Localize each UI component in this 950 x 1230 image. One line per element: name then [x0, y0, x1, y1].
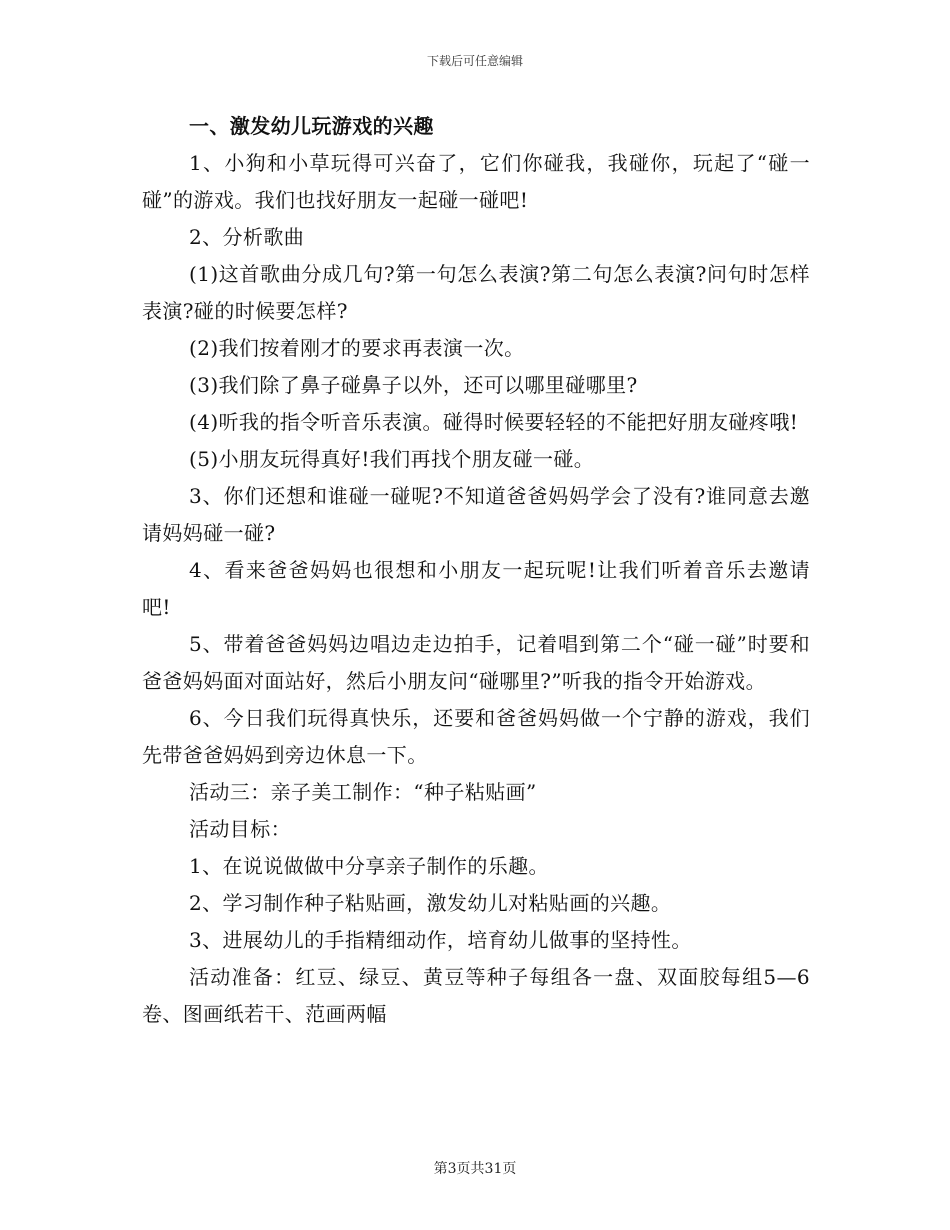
paragraph-step-1: 1、小狗和小草玩得可兴奋了，它们你碰我，我碰你，玩起了“碰一碰”的游戏。我们也找好朋友一起碰一碰吧! [142, 151, 810, 212]
paragraph-step-6: 6、今日我们玩得真快乐，还要和爸爸妈妈做一个宁静的游戏，我们先带爸爸妈妈到旁边休息一下。 [142, 706, 810, 767]
paragraph-sub-2: (2)我们按着刚才的要求再表演一次。 [189, 336, 525, 360]
page-number: 第3页共31页 [433, 1161, 517, 1177]
section-heading: 一、激发幼儿玩游戏的兴趣 [189, 114, 434, 138]
paragraph-sub-4: (4)听我的指令听音乐表演。碰得时候要轻轻的不能把好朋友碰疼哦! [189, 410, 799, 434]
paragraph-step-4: 4、看来爸爸妈妈也很想和小朋友一起玩呢!让我们听着音乐去邀请吧! [142, 558, 810, 619]
paragraph-sub-3: (3)我们除了鼻子碰鼻子以外，还可以哪里碰哪里? [189, 373, 638, 397]
goal-item-2: 2、学习制作种子粘贴画，激发幼儿对粘贴画的兴趣。 [189, 891, 672, 915]
goal-item-1: 1、在说说做做中分享亲子制作的乐趣。 [189, 854, 549, 878]
paragraph-sub-5: (5)小朋友玩得真好!我们再找个朋友碰一碰。 [189, 447, 595, 471]
activity-preparation: 活动准备：红豆、绿豆、黄豆等种子每组各一盘、双面胶每组5—6卷、图画纸若干、范画两幅 [142, 965, 810, 1026]
activity-title: 活动三：亲子美工制作：“种子粘贴画” [189, 780, 537, 804]
page-header: 下载后可任意编辑 [426, 54, 523, 68]
paragraph-step-2: 2、分析歌曲 [189, 225, 305, 249]
document-body [142, 108, 810, 1033]
paragraph-step-5: 5、带着爸爸妈妈边唱边走边拍手，记着唱到第二个“碰一碰”时要和爸爸妈妈面对面站好，然后小朋友问“碰哪里?”听我的指令开始游戏。 [142, 632, 810, 693]
activity-goals-label: 活动目标： [189, 817, 291, 841]
goal-item-3: 3、进展幼儿的手指精细动作，培育幼儿做事的坚持性。 [189, 928, 692, 952]
paragraph-sub-1: (1)这首歌曲分成几句?第一句怎么表演?第二句怎么表演?问句时怎样表演?碰的时候要怎样? [142, 262, 810, 323]
paragraph-step-3: 3、你们还想和谁碰一碰呢?不知道爸爸妈妈学会了没有?谁同意去邀请妈妈碰一碰? [142, 484, 810, 545]
